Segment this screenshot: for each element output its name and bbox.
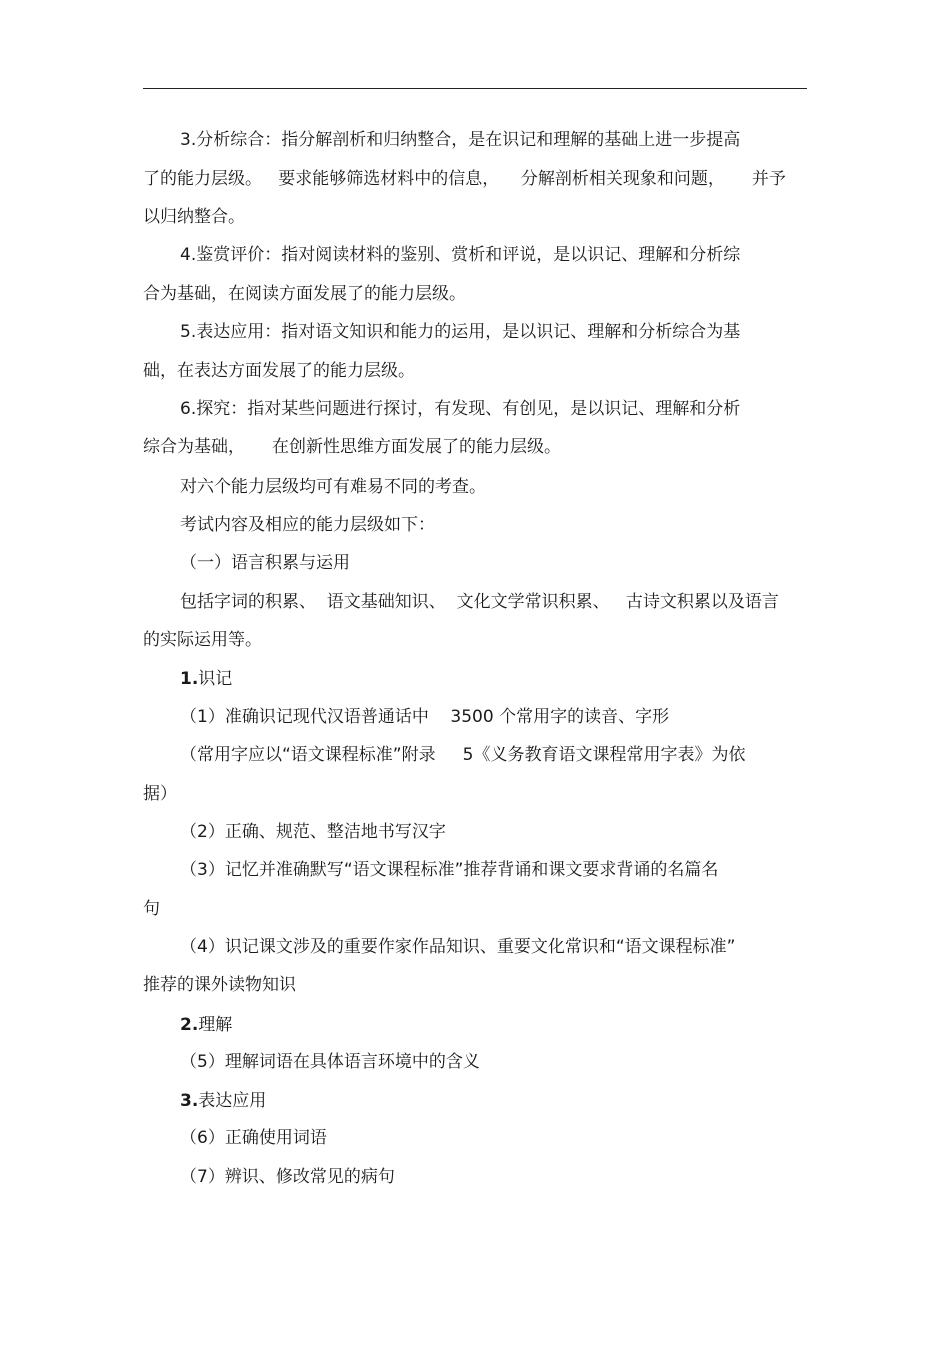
- text-line-p6-l2: 综合为基础， 在创新性思维方面发展了的能力层级。: [143, 437, 562, 457]
- text-line-h-1: [180, 668, 232, 690]
- text-line-item1: （1）准确识记现代汉语普通话中 3500 个常用字的读音、字形: [180, 707, 670, 727]
- text-line-p3-l3: 以归纳整合。: [143, 207, 245, 227]
- text-line-item6: （6）正确使用词语: [180, 1128, 327, 1148]
- text-line-p5-l1: 5.表达应用：指对语文知识和能力的运用，是以识记、理解和分析综合为基: [180, 322, 741, 342]
- text-line-sec1-desc-l1: 包括字词的积累、 语文基础知识、 文化文学常识积累、 古诗文积累以及语言: [180, 592, 779, 612]
- text-line-intro: 考试内容及相应的能力层级如下：: [180, 515, 435, 535]
- text-line-summary: 对六个能力层级均可有难易不同的考查。: [180, 477, 486, 497]
- text-line-item7: （7）辨识、修改常见的病句: [180, 1167, 395, 1187]
- heading-number: 3.: [180, 1091, 199, 1111]
- text-line-p5-l2: 础，在表达方面发展了的能力层级。: [143, 361, 415, 381]
- text-line-h-3: [180, 1090, 266, 1112]
- text-line-p3-l2: 了的能力层级。 要求能够筛选材料中的信息， 分解剖析相关现象和问题， 并予: [143, 169, 786, 189]
- text-line-item3-l1: （3）记忆并准确默写“语文课程标准”推荐背诵和课文要求背诵的名篇名: [180, 860, 719, 880]
- text-line-item2: （2）正确、规范、整洁地书写汉字: [180, 822, 446, 842]
- heading-text: 识记: [198, 669, 233, 689]
- text-line-item1-note-l2: 据）: [143, 784, 177, 804]
- text-line-p6-l1: 6.探究：指对某些问题进行探讨，有发现、有创见，是以识记、理解和分析: [180, 399, 741, 419]
- text-line-p4-l2: 合为基础，在阅读方面发展了的能力层级。: [143, 284, 466, 304]
- text-line-p3-l1: 3.分析综合：指分解剖析和归纳整合，是在识记和理解的基础上进一步提高: [180, 130, 741, 150]
- heading-text: 表达应用: [198, 1091, 267, 1111]
- text-line-item5: （5）理解词语在具体语言环境中的含义: [180, 1052, 480, 1072]
- heading-text: 理解: [198, 1015, 233, 1035]
- text-line-sec1: （一）语言积累与运用: [180, 553, 350, 573]
- text-line-item4-l1: （4）识记课文涉及的重要作家作品知识、重要文化常识和“语文课程标准”: [180, 937, 736, 957]
- text-line-p4-l1: 4.鉴赏评价：指对阅读材料的鉴别、赏析和评说，是以识记、理解和分析综: [180, 245, 741, 265]
- heading-number: 2.: [180, 1015, 199, 1035]
- text-line-item3-l2: 句: [143, 899, 160, 919]
- header-rule: [143, 88, 807, 89]
- text-line-sec1-desc-l2: 的实际运用等。: [143, 630, 262, 650]
- text-line-item1-note-l1: （常用字应以“语文课程标准”附录 5《义务教育语文课程常用字表》为依: [180, 745, 746, 765]
- text-line-h-2: [180, 1014, 232, 1036]
- text-line-item4-l2: 推荐的课外读物知识: [143, 975, 296, 995]
- heading-number: 1.: [180, 669, 199, 689]
